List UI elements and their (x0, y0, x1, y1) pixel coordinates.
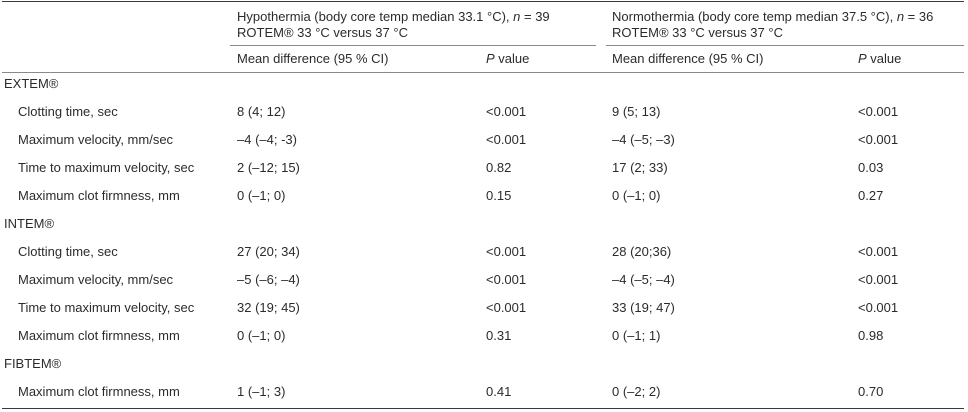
row-label: Time to maximum velocity, sec (18, 160, 195, 175)
normothermia-header-rule (606, 45, 964, 46)
normo-p-value-cell: 0.27 (858, 188, 884, 203)
hypo-p-value-cell: <0.001 (486, 132, 527, 147)
group-label: INTEM® (4, 216, 55, 231)
hypo-p-value-cell: <0.001 (486, 104, 527, 119)
hypo-mean-diff-cell: 1 (–1; 3) (237, 384, 286, 399)
hypo-p-value-cell: <0.001 (486, 300, 527, 315)
normo-p-value-cell: 0.70 (858, 384, 884, 399)
table-top-rule (2, 1, 964, 2)
hypo-mean-diff-cell: –5 (–6; –4) (237, 272, 300, 287)
row-label: Time to maximum velocity, sec (18, 300, 195, 315)
row-label: Maximum velocity, mm/sec (18, 272, 174, 287)
normo-mean-diff-cell: –4 (–5; –3) (612, 132, 675, 147)
hypo-p-value-cell: 0.31 (486, 328, 512, 343)
row-label: Maximum clot firmness, mm (18, 188, 180, 203)
hypo-mean-diff-cell: 27 (20; 34) (237, 244, 300, 259)
normo-p-value-cell: 0.98 (858, 328, 884, 343)
normo-p-value-cell: <0.001 (858, 272, 899, 287)
hypo-mean-diff-header: Mean difference (95 % CI) (237, 51, 389, 66)
hypo-p-value-cell: 0.41 (486, 384, 512, 399)
hypothermia-header: Hypothermia (body core temp median 33.1 °C), n = 39 (237, 9, 550, 24)
hypo-mean-diff-cell: 32 (19; 45) (237, 300, 300, 315)
hypo-p-value-header: P value (486, 51, 530, 66)
group-label: FIBTEM® (4, 356, 62, 371)
normothermia-header: Normothermia (body core temp median 37.5 °C), n = 36 (612, 9, 934, 24)
hypothermia-subheader: ROTEM® 33 °C versus 37 °C (237, 25, 408, 40)
column-header-rule (2, 72, 964, 73)
normo-p-value-cell: <0.001 (858, 244, 899, 259)
hypo-p-value-cell: 0.82 (486, 160, 512, 175)
normo-mean-diff-cell: 0 (–1; 0) (612, 188, 661, 203)
normo-mean-diff-cell: –4 (–5; –4) (612, 272, 675, 287)
hypothermia-header-rule (230, 45, 596, 46)
normo-mean-diff-cell: 9 (5; 13) (612, 104, 661, 119)
normo-mean-diff-cell: 17 (2; 33) (612, 160, 668, 175)
normo-p-value-header: P value (858, 51, 902, 66)
normo-mean-diff-cell: 28 (20;36) (612, 244, 672, 259)
normo-p-value-cell: <0.001 (858, 300, 899, 315)
group-label: EXTEM® (4, 76, 59, 91)
hypo-p-value-cell: 0.15 (486, 188, 512, 203)
hypo-mean-diff-cell: 0 (–1; 0) (237, 188, 286, 203)
row-label: Maximum velocity, mm/sec (18, 132, 174, 147)
normo-mean-diff-cell: 33 (19; 47) (612, 300, 675, 315)
normo-mean-diff-header: Mean difference (95 % CI) (612, 51, 764, 66)
normo-p-value-cell: <0.001 (858, 104, 899, 119)
table-bottom-rule (2, 408, 964, 409)
hypo-mean-diff-cell: –4 (–4; -3) (237, 132, 297, 147)
row-label: Maximum clot firmness, mm (18, 384, 180, 399)
hypo-mean-diff-cell: 0 (–1; 0) (237, 328, 286, 343)
normo-p-value-cell: 0.03 (858, 160, 884, 175)
hypo-mean-diff-cell: 8 (4; 12) (237, 104, 286, 119)
row-label: Maximum clot firmness, mm (18, 328, 180, 343)
hypo-mean-diff-cell: 2 (–12; 15) (237, 160, 300, 175)
normo-p-value-cell: <0.001 (858, 132, 899, 147)
row-label: Clotting time, sec (18, 104, 118, 119)
hypo-p-value-cell: <0.001 (486, 244, 527, 259)
hypo-p-value-cell: <0.001 (486, 272, 527, 287)
normo-mean-diff-cell: 0 (–1; 1) (612, 328, 661, 343)
normothermia-subheader: ROTEM® 33 °C versus 37 °C (612, 25, 783, 40)
row-label: Clotting time, sec (18, 244, 118, 259)
normo-mean-diff-cell: 0 (–2; 2) (612, 384, 661, 399)
